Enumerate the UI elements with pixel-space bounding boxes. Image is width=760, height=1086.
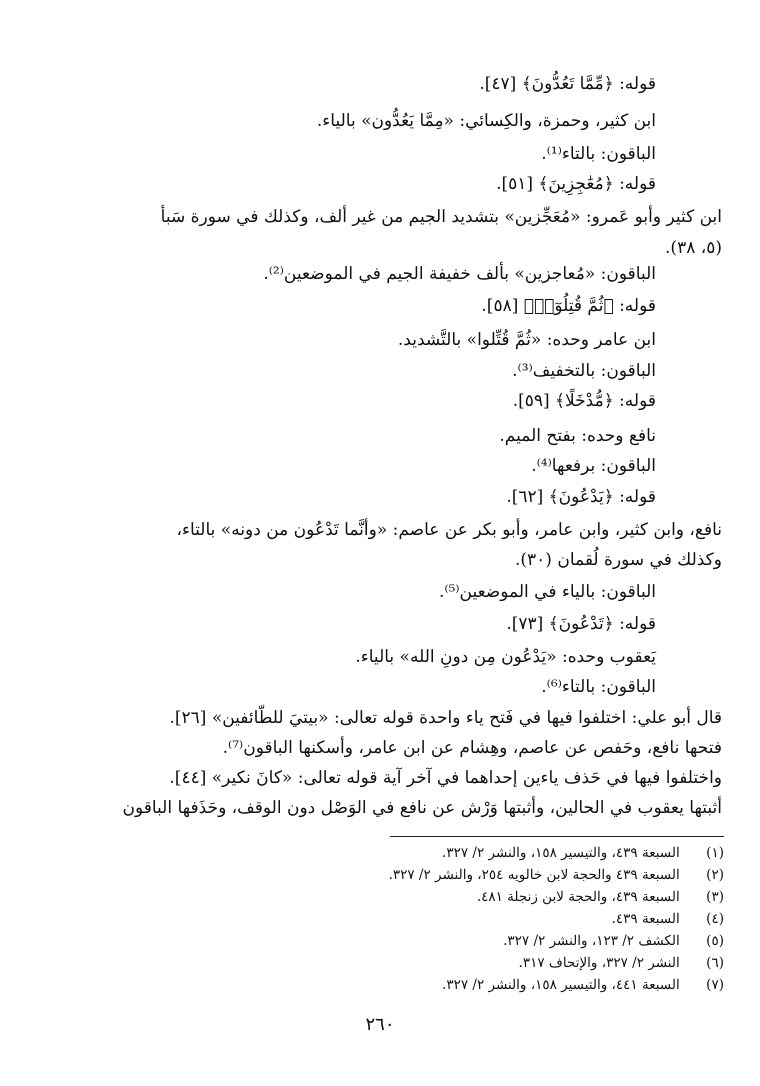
text-line: أثبتها يعقوب في الحالين، وأثبتها وَرْش عن نافع في الوَصْل دون الوقف، وحَذَفها الباقون — [122, 798, 722, 818]
text-line: يَعقوب وحده: «يَدْعُون مِن دونِ الله» بالياء. — [355, 647, 656, 667]
footnote — [519, 952, 724, 974]
quran-citation: قوله: ﴿مُّدْخَلًا﴾ [٥٩]. — [512, 391, 656, 411]
footnote-number: (٧) — [706, 977, 724, 993]
text-line: فتحها نافع، وحَفص عن عاصم، وهِشام عن ابن عامر، وأسكنها الباقون⁽⁷⁾. — [222, 738, 722, 758]
text-line: الباقون: بالتخفيف⁽³⁾. — [512, 361, 656, 381]
quran-citation: قوله: ﴿ثُمَّ قُتِلُوٓا۟﴾ [٥٨]. — [481, 296, 656, 316]
footnote — [477, 886, 724, 908]
footnote-number: (٥) — [706, 933, 724, 949]
footnote-text: الكشف ٢/ ١٢٣، والنشر ٢/ ٣٢٧. — [503, 933, 680, 949]
text-line: الباقون: «مُعاجزين» بألف خفيفة الجيم في الموضعين⁽²⁾. — [263, 264, 656, 284]
text-line: قال أبو علي: اختلفوا فيها في فَتح ياء واحدة قوله تعالى: «بيتيَ للطّائفين» [٢٦]. — [169, 708, 722, 728]
text-line: الباقون: بالتاء⁽⁶⁾. — [541, 677, 656, 697]
footnote-text: السبعة ٤٣٩ والحجة لابن خالويه ٢٥٤، والنشر ٢/ ٣٢٧. — [388, 867, 680, 883]
footnote — [389, 864, 724, 886]
footnote-text: النشر ٢/ ٣٢٧، والإتحاف ٣١٧. — [518, 955, 680, 971]
footnote — [442, 842, 724, 864]
footnote-number: (١) — [706, 845, 724, 861]
footnote-text: السبعة ٤٣٩. — [611, 911, 680, 927]
footnote-text: السبعة ٤٤١، والتيسير ١٥٨، والنشر ٢/ ٣٢٧. — [442, 977, 680, 993]
footnote-divider — [390, 836, 724, 837]
footnote-number: (٦) — [706, 955, 724, 971]
text-line: الباقون: بالتاء⁽¹⁾. — [541, 144, 656, 164]
quran-citation: قوله: ﴿مِّمَّا تَعُدُّونَ﴾ [٤٧]. — [479, 74, 656, 94]
text-line: الباقون: برفعها⁽⁴⁾. — [531, 456, 656, 476]
footnote-number: (٢) — [706, 867, 724, 883]
text-line: وكذلك في سورة لُقمان (٣٠). — [514, 550, 722, 570]
quran-citation: قوله: ﴿مُعَٰجِزِينَ﴾ [٥١]. — [496, 174, 656, 194]
text-line: (٥، ٣٨). — [665, 238, 722, 258]
page-number: ٢٦٠ — [365, 1014, 395, 1035]
footnote — [503, 930, 724, 952]
footnote-number: (٤) — [706, 911, 724, 927]
text-line: ابن كثير وأبو عَمرو: «مُعَجِّزين» بتشديد الجيم من غير ألف، وكذلك في سورة سَبأ — [160, 207, 722, 227]
footnote — [612, 908, 724, 930]
footnote-text: السبعة ٤٣٩، والتيسير ١٥٨، والنشر ٢/ ٣٢٧. — [442, 845, 680, 861]
text-line: ابن كثير، وحمزة، والكِسائي: «مِمَّا يَعُدُّون» بالياء. — [316, 111, 656, 131]
text-line: واختلفوا فيها في حَذف ياءين إحداهما في آخر آية قوله تعالى: «كانَ نكير» [٤٤]. — [169, 768, 722, 788]
text-line: الباقون: بالياء في الموضعين⁽⁵⁾. — [438, 582, 656, 602]
quran-citation: قوله: ﴿تَدْعُونَ﴾ [٧٣]. — [506, 614, 656, 634]
text-line: نافع وحده: بفتح الميم. — [499, 426, 656, 446]
text-line: ابن عامر وحده: «ثُمَّ قُتِّلوا» بالتَّشديد. — [397, 330, 656, 350]
quran-citation: قوله: ﴿يَدْعُونَ﴾ [٦٢]. — [506, 487, 656, 507]
text-line: نافع، وابن كثير، وابن عامر، وأبو بكر عن عاصم: «وأنَّما تَدْعُون من دونه» بالتاء، — [176, 520, 722, 540]
footnote — [442, 974, 724, 996]
footnote-text: السبعة ٤٣٩، والحجة لابن زنجلة ٤٨١. — [476, 889, 680, 905]
footnote-number: (٣) — [706, 889, 724, 905]
